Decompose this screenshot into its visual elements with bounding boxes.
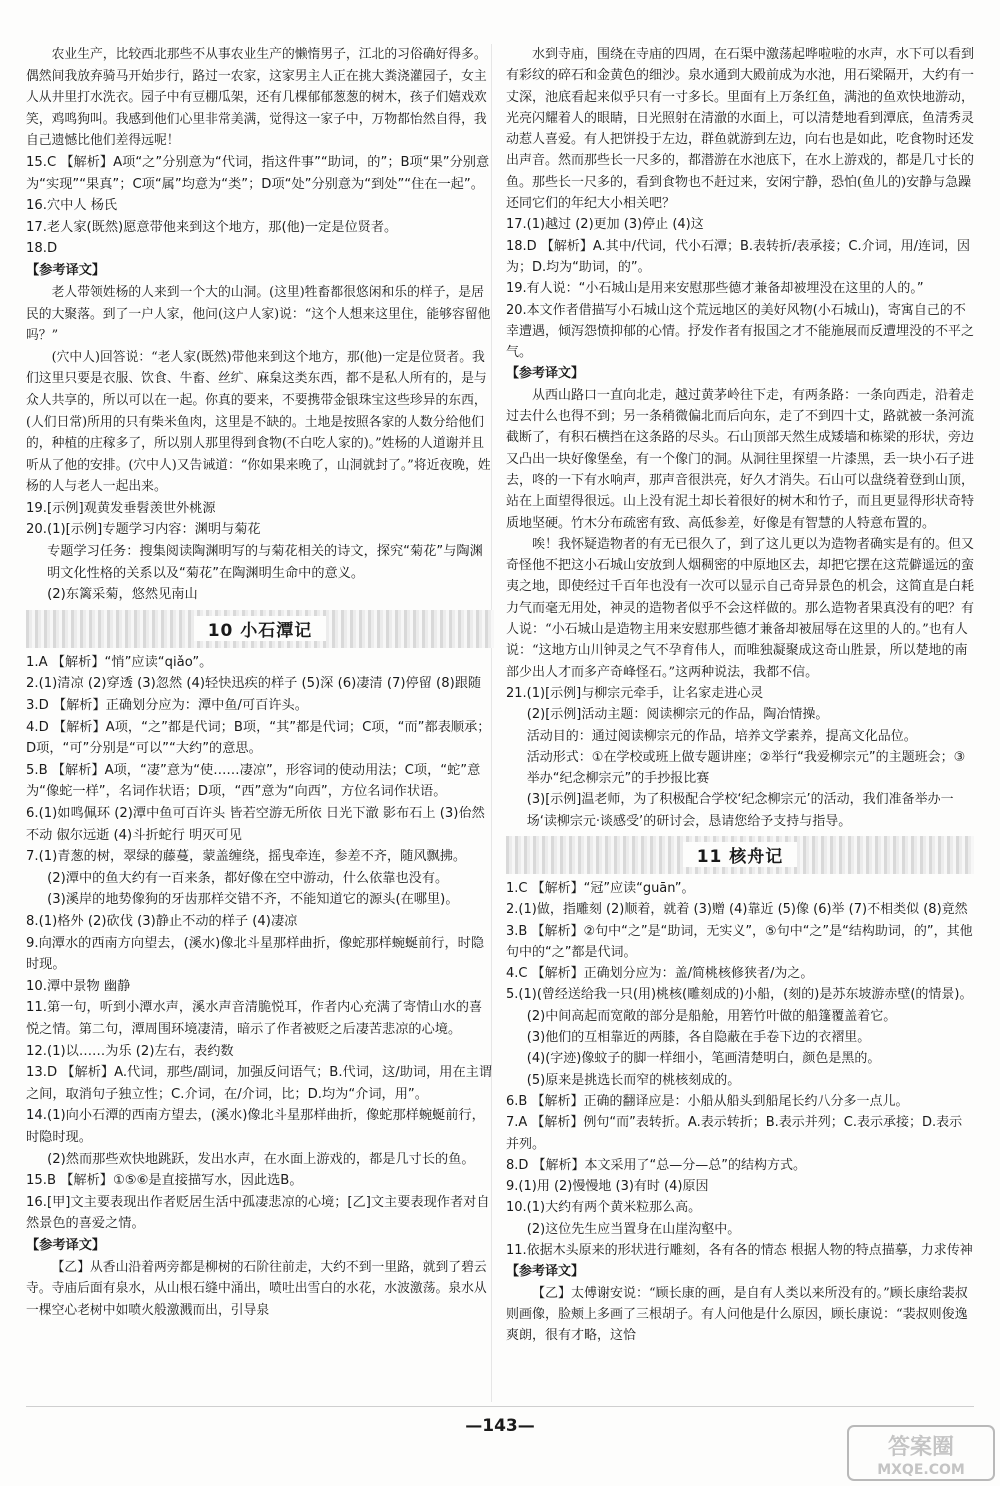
answer-item: 11.第一句，听到小潭水声，溪水声音清脆悦耳，作者内心充满了寄情山水的喜悦之情。第二句，潭周围环境凄清，暗示了作者被贬之后凄苦悲凉的心境。	[26, 1000, 483, 1037]
answer-subitem: 专题学习任务：搜集阅读陶渊明写的与菊花相关的诗文，探究“菊花”与陶渊明文化性格的关系以及“菊花”在陶渊明生命中的意义。	[47, 544, 483, 581]
right-column	[506, 44, 974, 1347]
reference-translation-label: 【参考译文】	[506, 1264, 585, 1280]
answer-subitem: (4)(字迹)像蚊子的脚一样细小，笔画清楚明白，颜色是黑的。	[526, 1051, 881, 1067]
translation-paragraph: 农业生产，比较西北那些不从事农业生产的懒惰男子，江北的习俗确好得多。偶然间我放弃骑马开始步行，路过一农家，这家男主人正在挑大粪浇灌园子，女主人从井里打水洗衣。园子中有豆棚瓜架，还有几棵郁郁葱葱的树木，孩子们嬉戏欢笑，鸡鸣狗叫。我感到他们心里非常美满，觉得这一家子中，万物都怡然自得，我自己遗憾比他们差得远呢！	[26, 47, 487, 149]
translation-paragraph: (穴中人)回答说：“老人家(既然)带他来到这个地方，那(他)一定是位贤者。我们这里只要是衣服、饮食、牛畜、丝纩、麻枲这类东西，都不是私人所有的，是与众人共享的，所以可以在一起。你真的要来，不要携带金银珠宝这些珍异的东西，(人们日常)所用的只有柴米鱼肉，这里是不缺的。土地是按照各家的人数分给他们的，种植的庄稼多了，所以别人那里得到食物(不白吃人家的)。”姓杨的人道谢并且听从了他的安排。(穴中人)又告诫道：“你如果来晚了，山洞就封了。”将近夜晚，姓杨的人与老人一起出来。	[26, 349, 491, 495]
answer-item: 21.(1)[示例]与柳宗元牵手，让名家走进心灵	[506, 685, 764, 701]
answer-item: 4.C 【解析】正确划分应为：盖/简桃核修狭者/为之。	[506, 966, 814, 982]
section-heading	[506, 836, 974, 874]
answer-subitem: (3)[示例]温老师，为了积极配合学校‘纪念柳宗元’的活动，我们准备举办一场‘读柳宗元·谈感受’的研讨会，恳请您给予支持与指导。	[526, 792, 954, 829]
page-number: —143—	[465, 1416, 535, 1436]
answer-item: 7.(1)青葱的树，翠绿的藤蔓，蒙盖缠绕，摇曳牵连，参差不齐，随风飘拂。	[26, 849, 467, 865]
translation-paragraph: 老人带领姓杨的人来到一个大的山洞。(这里)牲畜都很悠闲和乐的样子，是居民的大聚落。到了一户人家，他问(这户人家)说：“这个人想来这里住，能够容留他吗？”	[26, 284, 491, 344]
answer-subitem: (2)这位先生应当置身在山崖沟壑中。	[526, 1221, 741, 1237]
answer-item: 5.(1)(曾经送给我一只(用)桃核(雕刻成的)小船，(刻的)是苏东坡游赤壁(的情景)。	[506, 987, 973, 1003]
answer-item: 8.(1)格外 (2)砍伐 (3)静止不动的样子 (4)凄凉	[26, 913, 298, 929]
answer-item: 5.B 【解析】A项，“凄”意为“使……凄凉”，形容词的使动用法；C项，“蛇”意为“像蛇一样”，名词作状语；D项，“西”意为“向西”，方位名词作状语。	[26, 762, 481, 800]
answer-item: 1.A 【解析】“悄”应读“qiǎo”。	[26, 654, 213, 670]
answer-item: 12.(1)以……为乐 (2)左右，表约数	[26, 1043, 234, 1059]
answer-item: 1.C 【解析】“冠”应读“guān”。	[506, 880, 695, 896]
translation-paragraph: 水到寺庙，围绕在寺庙的四周，在石渠中激荡起哗啦啦的水声，水下可以看到有彩纹的碎石和金黄色的细沙。泉水通到大殿前成为水池，用石梁隔开，大约有一丈深，池底看起来似乎只有一寸多长。里面有上万条红鱼，满池的鱼欢快地游动，光亮闪耀着人的眼睛，日光照射在清澈的水面上，可以清楚地看到潭底，鱼清秀灵动惹人喜爱。有人把饼投于左边，群鱼就游到左边，向右也是如此，吃食物时还发出声音。然而那些长一尺多的，都潜游在水池底下，在水上游戏的，都是几寸长的鱼。那些长一尺多的，看到食物也不赶过来，安闲宁静，恐怕(鱼儿的)安静与急躁还同它们的年纪大小相关吧？	[506, 47, 975, 212]
section-heading	[26, 610, 494, 648]
answer-item: 17.老人家(既然)愿意带他来到这个地方，那(他)一定是位贤者。	[26, 219, 398, 235]
svg-text:答案圈: 答案圈	[887, 1435, 955, 1460]
answer-item: 20.本文作者借描写小石城山这个荒远地区的美好风物(小石城山)，寄寓自己的不幸遭遇，倾泻怨愤抑郁的心情。抒发作者有报国之才不能施展而反遭埋没的不平之气。	[506, 302, 975, 361]
answer-item: 9.(1)用 (2)慢慢地 (3)有时 (4)原因	[506, 1179, 709, 1195]
answer-item: 9.向潭水的西南方向望去，(溪水)像北斗星那样曲折，像蛇那样蜿蜒前行，时隐时现。	[26, 935, 485, 973]
section-title: 10 小石潭记	[194, 616, 327, 641]
answer-item: 8.D 【解析】本文采用了“总—分—总”的结构方式。	[506, 1157, 807, 1173]
answer-item: 6.B 【解析】正确的翻译应是：小船从船头到船尾长约八分多一点儿。	[506, 1093, 909, 1109]
left-column	[26, 44, 494, 1322]
answer-subitem: (2)潭中的鱼大约有一百来条，都好像在空中游动，什么依靠也没有。	[47, 870, 449, 886]
answer-item: 7.A 【解析】例句“而”表转折。A.表示转折；B.表示并列；C.表示承接；D.表示并列。	[506, 1115, 963, 1152]
translation-paragraph: 唉！我怀疑造物者的有无已很久了，到了这儿更以为造物者确实是有的。但又奇怪他不把这小石城山安放到人烟稠密的中原地区去，却把它摆在这荒僻遥远的蛮夷之地，即使经过千百年也没有一次可以显示自己奇异景色的机会，这简直是白耗力气而毫无用处，神灵的造物者似乎不会这样做的。那么造物者果真没有的吧？有人说：“小石城山是造物主用来安慰那些德才兼备却被屈辱在这里的人的。”也有人说：“这地方山川钟灵之气不孕育伟人，而唯独凝聚成这奇山胜景，所以楚地的南部少出人才而多产奇峰怪石。”这两种说法，我都不信。	[506, 536, 975, 680]
answer-item: 19.有人说：“小石城山是用来安慰那些德才兼备却被埋没在这里的人的。”	[506, 281, 924, 297]
answer-subitem: (2)[示例]活动主题：阅读柳宗元的作品，陶冶情操。	[526, 707, 829, 723]
reference-translation-label: 【参考译文】	[26, 1237, 106, 1253]
answer-subitem: (3)溪岸的地势像狗的牙齿那样交错不齐，不能知道它的源头(在哪里)。	[47, 892, 459, 908]
answer-subitem: (5)原来是挑选长而窄的桃核刻成的。	[526, 1072, 741, 1088]
answer-item: 15.C 【解析】A项“之”分别意为“代词，指这件事”“助词，的”；B项“果”分别意为“实现”“果真”；C项“属”均意为“类”；D项“处”分别意为“到处”“住在一起”。	[26, 154, 490, 192]
answer-item: 19.[示例]观黄发垂髫羡世外桃源	[26, 500, 216, 516]
answer-subitem: 活动形式：①在学校或班上做专题讲座；②举行“我爱柳宗元”的主题班会；③举办“纪念柳宗元”的手抄报比赛	[526, 749, 966, 787]
svg-text:MXQE.COM: MXQE.COM	[877, 1462, 965, 1478]
answer-subitem: (2)东篱采菊，悠然见南山	[47, 587, 198, 603]
answer-subitem: (2)中间高起而宽敞的部分是船舱，用箬竹叶做的船篷覆盖着它。	[526, 1008, 897, 1024]
answer-item: 18.D	[26, 241, 58, 257]
answer-item: 10.(1)大约有两个黄米粒那么高。	[506, 1200, 702, 1216]
answer-item: 13.D 【解析】A.代词，那些/副词，加强反问语气；B.代词，这/助词，用在主谓之间，取消句子独立性；C.介词，在/介词，比；D.均为“介词，用”。	[26, 1065, 493, 1102]
answer-item: 4.D 【解析】A项，“之”都是代词；B项，“其”都是代词；C项，“而”都表顺承；D项，“可”分别是“可以”“大约”的意思。	[26, 719, 491, 757]
reference-translation-label: 【参考译文】	[506, 366, 585, 382]
answer-item: 16.[甲]文主要表现出作者贬居生活中孤凄悲凉的心境；[乙]文主要表现作者对自然景色的喜爱之情。	[26, 1194, 490, 1232]
reference-translation-label: 【参考译文】	[26, 262, 106, 278]
answer-subitem: (2)然而那些欢快地跳跃，发出水声，在水面上游戏的，都是几寸长的鱼。	[47, 1151, 475, 1167]
answer-item: 14.(1)向小石潭的西南方望去，(溪水)像北斗星那样曲折，像蛇那样蜿蜒前行，时隐时现。	[26, 1108, 485, 1145]
answer-item: 3.D 【解析】正确划分应为：潭中鱼/可百许头。	[26, 698, 308, 714]
watermark-logo	[846, 1424, 996, 1482]
answer-item: 2.(1)清凉 (2)穿透 (3)忽然 (4)轻快迅疾的样子 (5)深 (6)凄清 (7)停留 (8)跟随	[26, 676, 482, 692]
answer-item: 16.穴中人 杨氏	[26, 198, 118, 214]
answer-item: 3.B 【解析】②句中“之”是“助词，无实义”，⑤句中“之”是“结构助词，的”，其他句中的“之”都是代词。	[506, 923, 973, 960]
answer-item: 6.(1)如鸣佩环 (2)潭中鱼可百许头 皆若空游无所依 日光下澈 影布石上 (3)佁然不动 俶尔远逝 (4)斗折蛇行 明灭可见	[26, 806, 485, 843]
answer-item: 17.(1)越过 (2)更加 (3)停止 (4)这	[506, 217, 704, 233]
answer-item: 11.依据木头原来的形状进行雕刻，各有各的情态 根据人物的特点描摹，力求传神	[506, 1243, 973, 1259]
answer-item: 20.(1)[示例]专题学习内容：渊明与菊花	[26, 522, 261, 538]
answer-subitem: 活动目的：通过阅读柳宗元的作品，培养文学素养，提高文化品位。	[526, 728, 917, 744]
answer-subitem: (3)他们的互相靠近的两膝，各自隐蔽在手卷下边的衣褶里。	[526, 1030, 871, 1046]
translation-paragraph: 【乙】从香山沿着两旁都是柳树的石阶往前走，大约不到一里路，就到了碧云寺。寺庙后面有泉水，从山根石缝中涌出，喷吐出雪白的水花，水波激荡。泉水从一棵空心老树中如喷火般激溅而出，引导泉	[26, 1259, 487, 1319]
section-title: 11 核舟记	[683, 842, 798, 867]
footer-rule	[26, 1406, 974, 1407]
answer-item: 18.D 【解析】A.其中/代词，代小石潭；B.表转折/表承接；C.介词，用/连词，因为；D.均为“助词，的”。	[506, 238, 971, 275]
answer-item: 15.B 【解析】①⑤⑥是直接描写水，因此选B。	[26, 1173, 303, 1189]
answer-item: 2.(1)做，指雕刻 (2)顺着，就着 (3)赠 (4)靠近 (5)像 (6)举 (7)不相类似 (8)竟然	[506, 902, 968, 918]
translation-paragraph: 从西山路口一直向北走，越过黄茅岭往下走，有两条路：一条向西走，沿着走过去什么也得不到；另一条稍微偏北而后向东，走了不到四十丈，路就被一条河流截断了，有积石横挡在这条路的尽头。石山顶部天然生成矮墙和栋梁的形状，旁边又凸出一块好像堡垒，有一个像门的洞。从洞往里探望一片漆黑，丢一块小石子进去，咚的一下有水响声，那声音很洪亮，好久才消失。石山可以盘绕着登到山顶，站在上面望得很远。山上没有泥土却长着很好的树木和竹子，而且更显得形状奇特质地坚硬。竹木分布疏密有致、高低参差，好像是有智慧的人特意布置的。	[506, 387, 975, 531]
answer-item: 10.潭中景物 幽静	[26, 978, 131, 994]
translation-paragraph: 【乙】太傅谢安说：“顾长康的画，是自有人类以来所没有的。”顾长康给裴叔则画像，脸颊上多画了三根胡子。有人问他是什么原因，顾长康说：“裴叔则俊逸爽朗，很有才略，这恰	[506, 1285, 968, 1344]
